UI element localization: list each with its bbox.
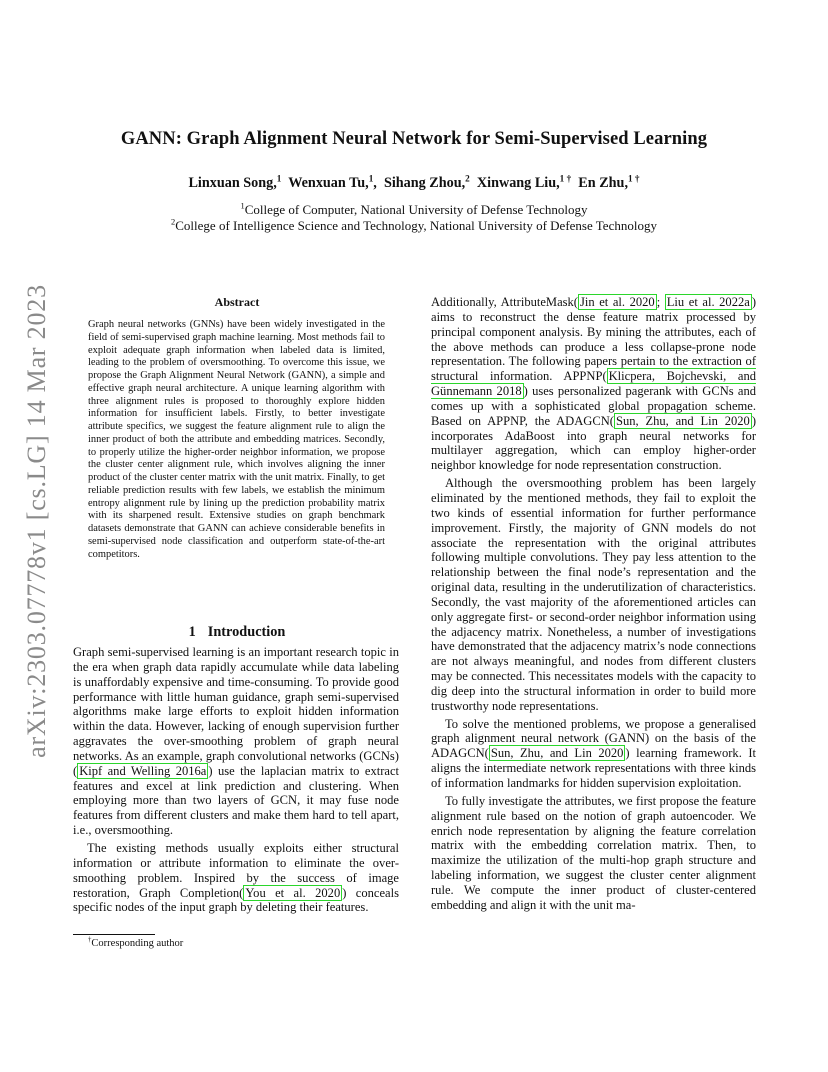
section-heading: 1 Introduction xyxy=(188,624,286,640)
body-text: Graph semi-supervised learning is an important research topic in the era when graph data rapidly accumulate while data labeling is unaffordably expensive and time-consuming. To provide good performance with little human guidance, graph semi-supervised algorithms make large efforts to exploit hidden information within the data. However, lacking of enough supervision further aggravates the over-smoothing problem of graph neural networks. As an example, graph convolutional networks (GCNs)( xyxy=(73,645,399,778)
footnote: †Corresponding author xyxy=(88,936,184,949)
author-list xyxy=(0,175,828,192)
abstract-heading: Abstract xyxy=(214,295,260,309)
body-text: ) uses personalized pagerank with GCNs and comes up with a sophisticated global propagation scheme. Based on APPNP, the ADAGCN( xyxy=(431,384,756,428)
abstract-text: Graph neural networks (GNNs) have been widely investigated in the field of semi-supervised graph machine learning. Most methods fail to exploit adequate graph information when labeled data is limited, leading to the problem of oversmoothing. To overcome this issue, we propose the Graph Alignment Neural Network (GANN), a simple and effective graph neural architecture. A unique learning algorithm with three alignment rules is proposed to thoroughly explore hidden information for insufficient labels. Firstly, to better investigate attribute specifics, we suggest the feature alignment rule to align the inner product of both the attribute and embedding matrices. Secondly, to properly utilize the higher-order neighbor information, we propose the cluster center alignment rule, which involves aligning the inner product of the cluster center matrix with the unit matrix. Finally, to get reliable prediction results with few labels, we establish the minimum entropy alignment rule by lining up the prediction probability matrix with its sharpened result. Extensive studies on graph benchmark datasets demonstrate that GANN can achieve considerable benefits in semi-supervised node classification and outperform state-of-the-art competitors. xyxy=(88,319,385,560)
arxiv-stamp: arXiv:2303.07778v1 [cs.LG] 14 Mar 2023 xyxy=(22,284,51,758)
body-text: ) incorporates AdaBoost into graph neural networks for multilayer aggregation, which can employ higher-order neighbor knowledge for node representation construction. xyxy=(431,413,756,473)
citation-link[interactable]: Liu et al. 2022a xyxy=(666,295,750,309)
left-column-body xyxy=(73,645,399,915)
author: Xinwang Liu,$^{1 \dagger}$ xyxy=(476,173,572,191)
citation-link[interactable]: Jin et al. 2020 xyxy=(580,295,655,309)
body-text: To fully investigate the attributes, we first propose the feature alignment rule based on the notion of graph autoencoder. We enrich node representation by aligning the feature correlation matrix with the embedding correlation matrix. Then, to maximize the utilization of the multi-hop graph structure and labeling information, we suggest the cluster center alignment rule. We compute the inner product of cluster-centered embedding and align it with the unit ma- xyxy=(431,793,756,912)
author: Wenxuan Tu,$^1$, xyxy=(288,173,377,191)
citation-link[interactable]: Sun, Zhu, and Lin 2020 xyxy=(490,746,624,761)
paragraph xyxy=(431,295,756,473)
author: En Zhu,$^{1 \dagger}$ xyxy=(578,173,640,191)
body-text: ) conceals specific nodes of the input graph by deleting their features. xyxy=(73,885,399,915)
paper-title: GANN: Graph Alignment Neural Network for Semi-Supervised Learning xyxy=(120,129,708,149)
author: Sihang Zhou,$^2$ xyxy=(383,173,470,191)
paragraph xyxy=(431,717,756,791)
citation-link[interactable]: You et al. 2020 xyxy=(245,885,341,900)
paragraph xyxy=(73,645,399,838)
body-text: ) use the laplacian matrix to extract features and excel at link prediction and clustering. When employing more than two layers of GCN, it may fuse node features from different clusters and make them hard to tell apart, i.e., oversmoothing. xyxy=(73,763,399,838)
citation-link[interactable]: Klicpera, Bojchevski, and Günnemann 2018 xyxy=(431,369,756,399)
body-text: ; xyxy=(656,295,665,309)
body-text: The existing methods usually exploits either structural information or attribute information to eliminate the over-smoothing problem. Inspired by the success of image restoration, Graph Completion( xyxy=(73,840,399,900)
citation-link[interactable]: Kipf and Welling 2016a xyxy=(79,763,207,778)
affiliation-1: $^1$College of Computer, National University of Defense Technology xyxy=(240,200,588,217)
body-text: ) learning framework. It aligns the intermediate network representations with three kinds of information landmarks for hidden supervision exploitation. xyxy=(431,746,756,790)
paragraph xyxy=(73,841,399,915)
body-text: ) aims to reconstruct the dense feature matrix processed by principal component analysis. By mining the attributes, each of the above methods can produce a less collapse-prone node representation. The following papers pertain to the extraction of structural information. APPNP( xyxy=(431,295,756,384)
citation-link[interactable]: Sun, Zhu, and Lin 2020 xyxy=(615,413,750,428)
footnote-rule xyxy=(73,934,155,935)
body-text: Although the oversmoothing problem has been largely eliminated by the mentioned methods, they fail to exploit the two kinds of essential information for further performance improvement. Firstly, the majority of GNN models do not associate the representation with the original attributes following multiple convolutions. They pay less attention to the relationship between the final node’s representation and the original data, resulting in the underutilization of characteristics. Secondly, the vast majority of the aforementioned articles can only aggregate first- or second-order neighbor information using the adjacency matrix. Nonetheless, a number of investigations have demonstrated that the adjacency matrix’s node connections are not always meaningful, and nodes from different clusters may be connected. This necessitates models with the capacity to dig deep into the structural information in order to build more trustworthy node representations. xyxy=(431,476,756,713)
paragraph xyxy=(431,476,756,714)
body-text: To solve the mentioned problems, we propose a generalised graph alignment neural network (GANN) on the basis of the ADAGCN( xyxy=(431,716,756,761)
right-column-body xyxy=(431,295,756,913)
body-text: Additionally, AttributeMask( xyxy=(431,295,578,309)
affiliation-2: $^2$College of Intelligence Science and Technology, National University of Defense Technology xyxy=(171,216,657,233)
author: Linxuan Song,$^1$ xyxy=(188,173,282,191)
paragraph xyxy=(431,794,756,913)
